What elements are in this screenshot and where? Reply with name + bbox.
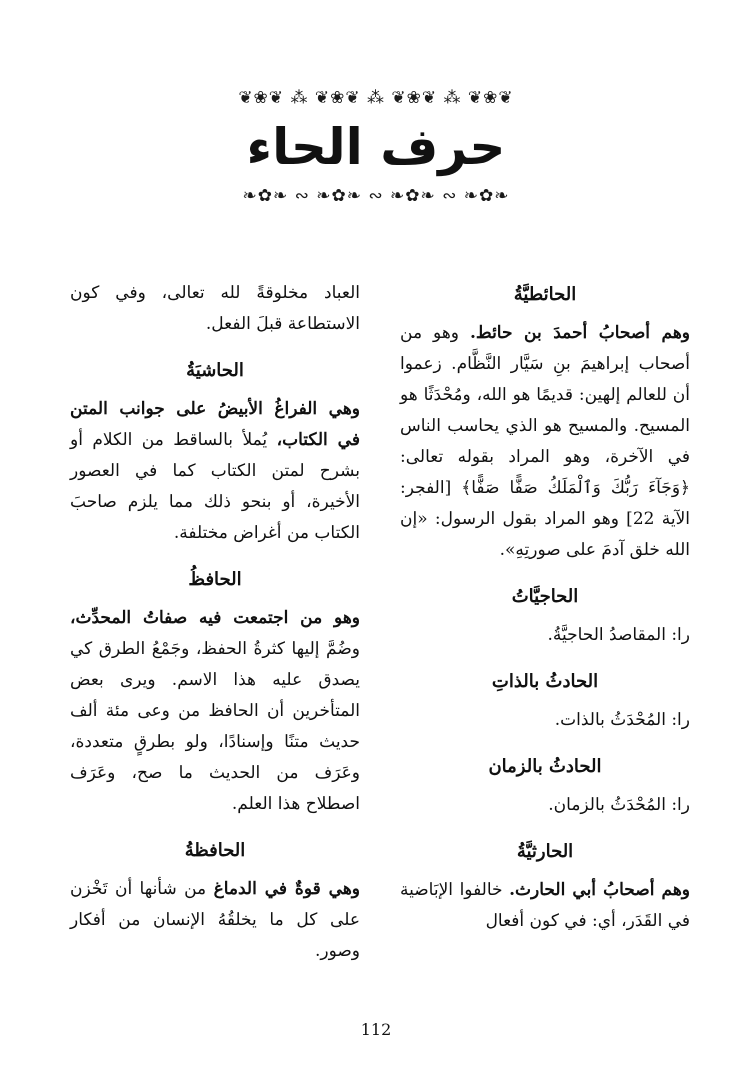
entry-heading: الحاشيَةُ	[186, 360, 244, 381]
entry-heading: الحاجيَّاتُ	[511, 586, 579, 607]
entry-body	[70, 394, 360, 549]
entry-body	[70, 278, 360, 340]
entry	[400, 750, 690, 821]
entry-text: وضُمَّ إليها كثرةُ الحفظ، وجَمْعُ الطرق كي يصدق عليه هذا الاسم. ويرى بعض المتأخرين أن الحافظ من وعى مئة ألف حديث متنًا وإسنادًا، ولو بطرقٍ متعددة، وعَرَف من الحديث ما صح، وعَرَف اصطلاح هذا العلم.	[70, 639, 360, 814]
entry	[400, 835, 690, 937]
chapter-title: حرف الحاء	[246, 118, 506, 176]
entry	[70, 563, 360, 820]
right-column	[400, 278, 690, 951]
entry-body	[400, 620, 690, 651]
entry-text: را: المقاصدُ الحاجيَّةُ.	[547, 625, 690, 645]
ornament-top: ❦❀❦ ⁂ ❦❀❦ ⁂ ❦❀❦ ⁂ ❦❀❦	[238, 88, 514, 108]
entry-text: را: المُحْدَثُ بالذات.	[554, 710, 690, 730]
entry	[70, 354, 360, 549]
entry-lead: وهي الفراغُ الأبيضُ على جوانب المتن في الكتاب،	[70, 399, 360, 450]
entry-body	[400, 705, 690, 736]
entry-lead: وهم أصحابُ أحمدَ بن حائط.	[470, 323, 691, 343]
entry-body	[400, 875, 690, 937]
entry-text: را: المُحْدَثُ بالزمان.	[548, 795, 690, 815]
entry	[70, 834, 360, 967]
page-number: 112	[360, 1020, 392, 1039]
entry-body	[70, 874, 360, 967]
entry-body	[400, 790, 690, 821]
entry	[400, 665, 690, 736]
entry-continuation	[70, 278, 360, 340]
entry-lead: وهم أصحابُ أبي الحارث.	[509, 880, 690, 900]
entry-heading: الحارثيَّةُ	[516, 841, 574, 862]
entry-text: يُملأ بالساقط من الكلام أو بشرح لمتن الكتاب كما في العصور الأخيرة، أو بنحو ذلك مما يلزم صاحبَ الكتاب من أغراض مختلفة.	[70, 430, 360, 543]
left-column	[70, 278, 360, 981]
entry-heading: الحائطيَّةُ	[513, 284, 577, 305]
entry	[400, 580, 690, 651]
entry-lead: وهي قوةٌ في الدماغ	[213, 879, 360, 899]
ornament-bottom: ❧✿❧ ∾ ❧✿❧ ∾ ❧✿❧ ∾ ❧✿❧	[242, 186, 510, 206]
entry-heading: الحادثُ بالذاتِ	[491, 671, 599, 692]
entry-text: خالفوا الإبَاضية في القَدَر، أي: في كون أفعال	[400, 880, 690, 931]
entry-text: العباد مخلوقةً لله تعالى، وفي كون الاستطاعة قبلَ الفعل.	[70, 283, 360, 334]
entry-heading: الحافظُ	[188, 569, 242, 590]
entry	[400, 278, 690, 566]
entry-text: من شأنها أن تَخْزن على كل ما يخلقُهُ الإنسان من أفكار وصور.	[70, 879, 360, 961]
entry-text: وهو من أصحاب إبراهيمَ بنِ سَيَّار النَّظَّام. زعموا أن للعالم إلهين: قديمًا هو الله، ومُحْدَثًا هو المسيح. والمسيح هو الذي يحاسب الناس في الآخرة، وهو المراد بقوله تعالى: ﴿وَجَآءَ رَبُّكَ وَٱلْمَلَكُ صَفًّا صَفًّا﴾ [الفجر: الآية 22] وهو المراد بقول الرسول: «إن الله خلق آدمَ على صورتِهِ».	[400, 323, 690, 560]
entry-lead: وهو من اجتمعت فيه صفاتُ المحدِّث،	[70, 608, 360, 628]
entry-heading: الحادثُ بالزمان	[488, 756, 602, 777]
entry-heading: الحافظةُ	[184, 840, 246, 861]
entry-body	[400, 318, 690, 566]
entry-body	[70, 603, 360, 820]
